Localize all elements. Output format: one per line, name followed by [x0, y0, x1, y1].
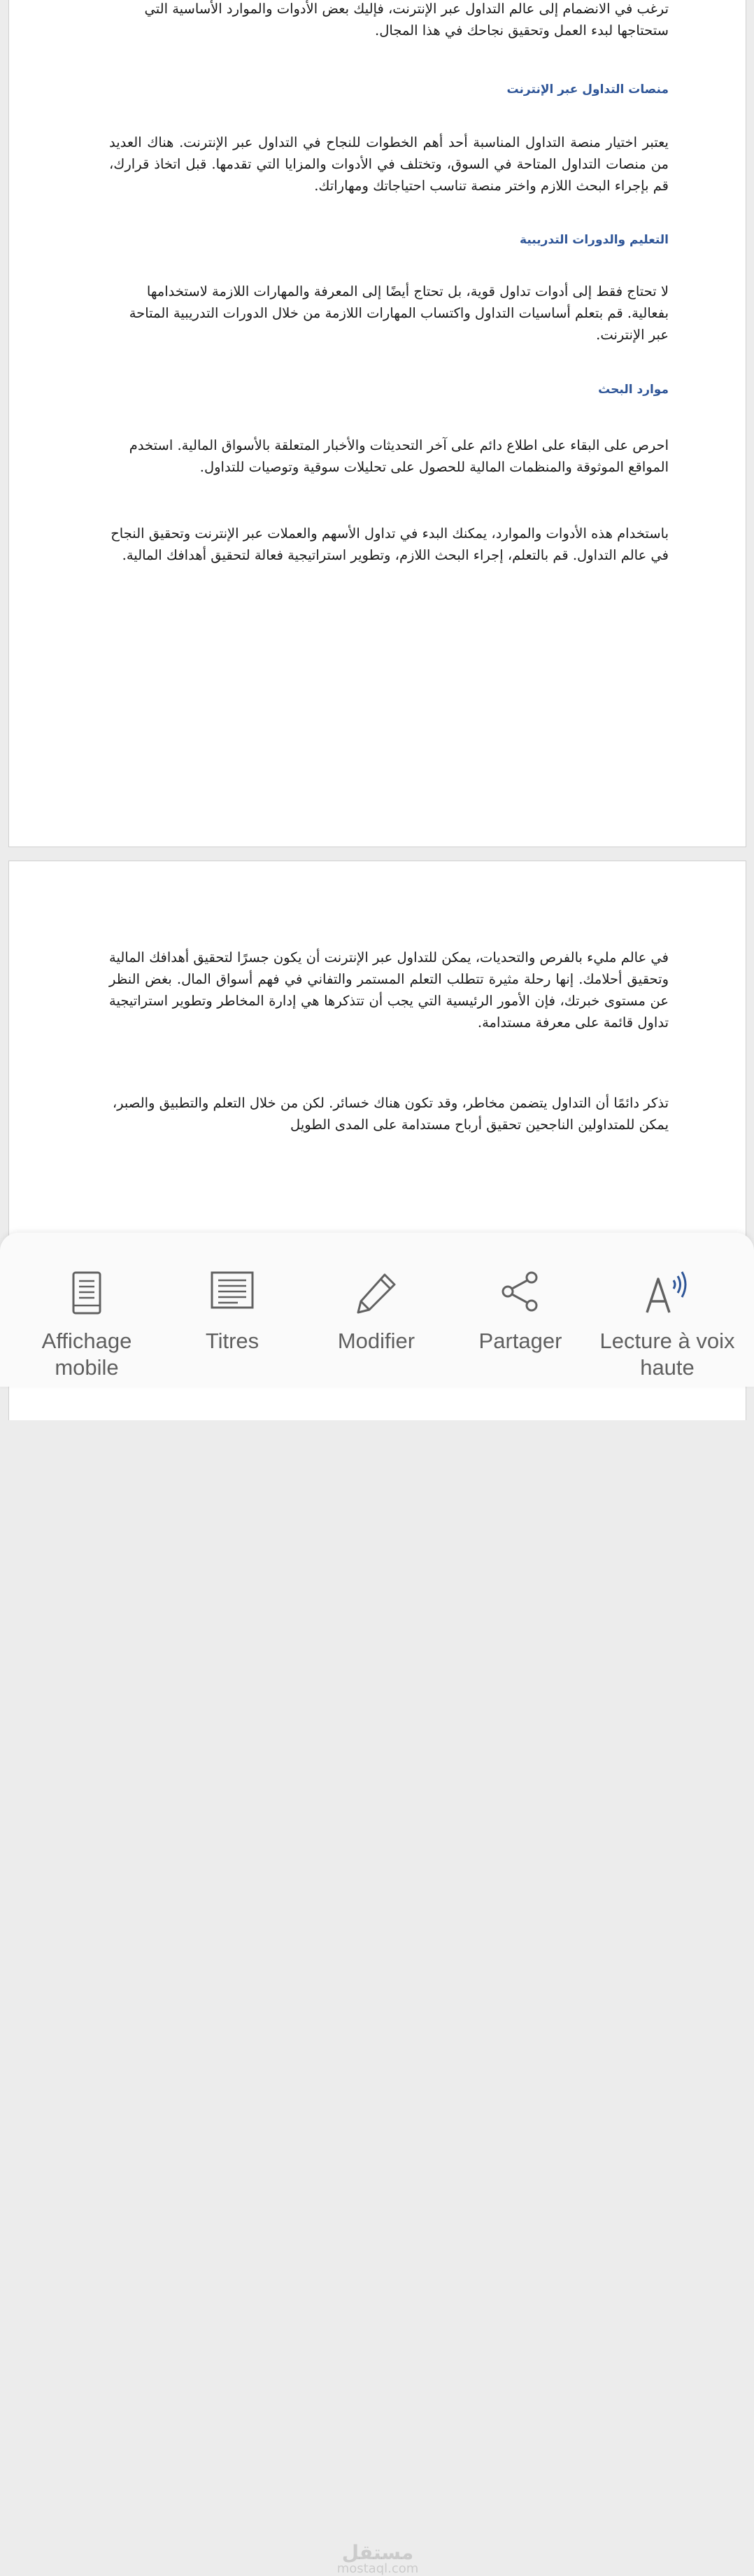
edit-button[interactable] [306, 1233, 446, 1387]
section-heading-platforms: منصات التداول عبر الإنترنت [506, 83, 669, 97]
closing-paragraph: باستخدام هذه الأدوات والموارد، يمكنك البدء في تداول الأسهم والعملات عبر الإنترنت وتحقيق النجاح في عالم التداول. قم بالتعلم، إجراء البحث اللازم، وتطوير استراتيجية فعالة لتحقيق أهدافك المالية. [111, 525, 669, 563]
section-paragraph-research: احرص على البقاء على اطلاع دائم على آخر التحديثات والأخبار المتعلقة بالأسواق المالية. استخدم المواقع الموثوقة والمنظمات المالية للحصول على تحليلات سوقية وتوصيات للتداول. [129, 437, 669, 475]
mobile-view-icon [70, 1271, 104, 1318]
share-label: Partager [478, 1329, 562, 1353]
conclusion-paragraph-1: في عالم مليء بالفرص والتحديات، يمكن للتداول عبر الإنترنت أن يكون جسرًا لتحقيق أهدافك المالية وتحقيق أحلامك. إنها رحلة مثيرة تتطلب التعلم المستمر والتفاني في فهم أسواق المال. بغض النظر عن مستوى خبرتك، فإن الأمور الرئيسية التي يجب أن تتذكرها هي إدارة المخاطر وتطوير استراتيجية تداول قائمة على معرفة مستدامة. [109, 949, 669, 1031]
pencil-icon [354, 1271, 399, 1318]
edit-label: Modifier [337, 1329, 415, 1353]
share-button[interactable] [450, 1233, 590, 1387]
mobile-view-label: Affichage mobile [41, 1329, 132, 1380]
headings-label: Titres [205, 1329, 259, 1353]
share-icon [499, 1271, 541, 1315]
headings-button[interactable] [162, 1233, 302, 1387]
watermark: مستقل mostaql.com [336, 2541, 419, 2576]
section-heading-education: التعليم والدورات التدريبية [520, 233, 669, 247]
document-page-1 [8, 0, 746, 847]
section-heading-research: موارد البحث [598, 383, 669, 397]
mobile-view-button[interactable] [17, 1233, 157, 1387]
intro-paragraph: ترغب في الانضمام إلى عالم التداول عبر الإنترنت، فإليك بعض الأدوات والموارد الأساسية التي ستحتاجها لبدء العمل وتحقيق نجاحك في هذا المجال. [144, 1, 669, 38]
section-paragraph-education: لا تحتاج فقط إلى أدوات تداول قوية، بل تحتاج أيضًا إلى المعرفة والمهارات اللازمة لاستخدامها بفعالية. قم بتعلم أساسيات التداول واكتساب المهارات اللازمة من خلال الدورات التدريبية المتاحة عبر الإنترنت. [129, 283, 669, 343]
section-paragraph-platforms: يعتبر اختيار منصة التداول المناسبة أحد أهم الخطوات للنجاح في التداول عبر الإنترنت. هناك العديد من منصات التداول المتاحة في السوق، وتختلف في الأدوات والمزايا التي تقدمها. قبل اتخاذ قرارك، قم بإجراء البحث اللازم واختر منصة تناسب احتياجاتك ومهاراتك. [109, 134, 669, 194]
read-aloud-icon [643, 1271, 692, 1318]
bottom-toolbar [0, 1233, 754, 2576]
read-aloud-label: Lecture à voix haute [599, 1329, 735, 1380]
read-aloud-button[interactable] [597, 1233, 737, 1387]
headings-list-icon [210, 1271, 255, 1312]
conclusion-paragraph-2: تذكر دائمًا أن التداول يتضمن مخاطر، وقد تكون هناك خسائر. لكن من خلال التعلم والتطبيق والصبر، يمكن للمتداولين الناجحين تحقيق أرباح مستدامة على المدى الطويل [112, 1095, 669, 1133]
